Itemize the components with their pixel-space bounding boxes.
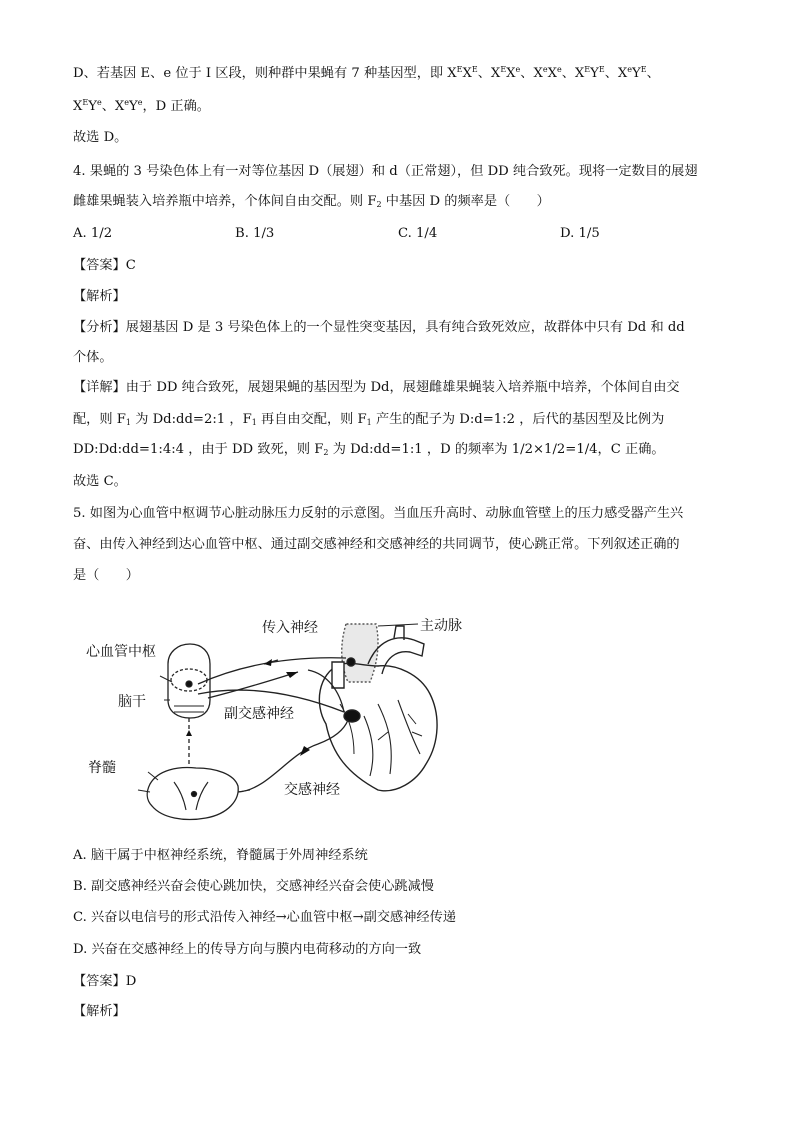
q4-stem-line1: 4. 果蝇的 3 号染色体上有一对等位基因 D（展翅）和 d（正常翅），但 DD 纯合致死。现将一定数目的展翅 [73,164,698,179]
label-spinal-cord: 脊髓 [88,760,116,776]
q4-option-d: D. 1/5 [560,226,600,241]
q4-option-c: C. 1/4 [398,226,438,241]
q4-option-a: A. 1/2 [73,226,113,241]
q5-stem-line1: 5. 如图为心血管中枢调节心脏动脉压力反射的示意图。当血压升高时、动脉血管壁上的压力感受器产生兴 [73,506,684,521]
label-aorta: 主动脉 [420,618,462,634]
label-parasympathetic: 副交感神经 [224,706,294,722]
label-afferent-nerve: 传入神经 [262,620,318,636]
q5-analysis-tag: 【解析】 [73,1004,126,1019]
q5-stem-line2: 奋、由传入神经到达心血管中枢、通过副交感神经和交感神经的共同调节，使心跳正常。下列叙述正确的 [73,537,680,552]
answer-tag: 【答案】 [73,258,126,273]
q5-answer: 【答案】D [73,974,137,989]
q4-conclusion: 故选 C。 [73,474,127,489]
q4-fenxi-line2: 个体。 [73,350,113,365]
heart-illustration [319,624,437,791]
q5-stem-line3: 是（ ） [73,568,139,583]
q5-option-c: C. 兴奋以电信号的形式沿传入神经→心血管中枢→副交感神经传递 [73,910,456,925]
q4-analysis-tag: 【解析】 [73,289,126,304]
q3-option-d-line2: $X^EY^e$、$XeY^e$，D 正确。 [73,98,210,114]
heart-reflex-diagram [78,604,478,844]
q4-detail-line3: DD:Dd:dd=1:4:4 ，由于 DD 致死，则 $F_2$ 为 Dd:dd=1:1 ，D 的频率为 1/2×1/2=1/4，C 正确。 [73,442,665,457]
q3-option-d-line1: D、若基因 E、e 位于 I 区段，则种群中果蝇有 7 种基因型，即 $X^EX^E$、$X^EXe$、XeXe、$X^EY^E$、$XeY^E$、 [73,65,660,81]
q4-option-b: B. 1/3 [235,226,275,241]
q4-fenxi-line1: 【分析】展翅基因 D 是 3 号染色体上的一个显性突变基因，具有纯合致死效应，故群体中只有 Dd 和 dd [73,320,685,335]
q4-stem-line2: 雌雄果蝇装入培养瓶中培养，个体间自由交配。则 $F_2$ 中基因 D 的频率是（ ） [73,194,550,209]
q4-answer: 【答案】C [73,258,136,273]
spinal-cord-section [138,768,250,820]
q3-conclusion: 故选 D。 [73,130,128,145]
q4-detail-line2: 配，则 $F_1$ 为 Dd:dd=2:1 ，$F_1$ 再自由交配，则 $F_1$ 产生的配子为 D:d=1:2 ，后代的基因型及比例为 [73,412,665,427]
q5-option-b: B. 副交感神经兴奋会使心跳加快，交感神经兴奋会使心跳减慢 [73,879,434,894]
q4-detail-line1: 【详解】由于 DD 纯合致死，展翅果蝇的基因型为 Dd，展翅雌雄果蝇装入培养瓶中培养，个体间自由交 [73,380,680,395]
label-cardiovascular-center: 心血管中枢 [86,644,156,660]
link-marker-icon [186,730,192,736]
q5-option-a: A. 脑干属于中枢神经系统，脊髓属于外周神经系统 [73,848,368,863]
label-brainstem: 脑干 [118,694,146,710]
q5-option-d: D. 兴奋在交感神经上的传导方向与膜内电荷移动的方向一致 [73,942,422,957]
label-sympathetic: 交感神经 [284,782,340,798]
